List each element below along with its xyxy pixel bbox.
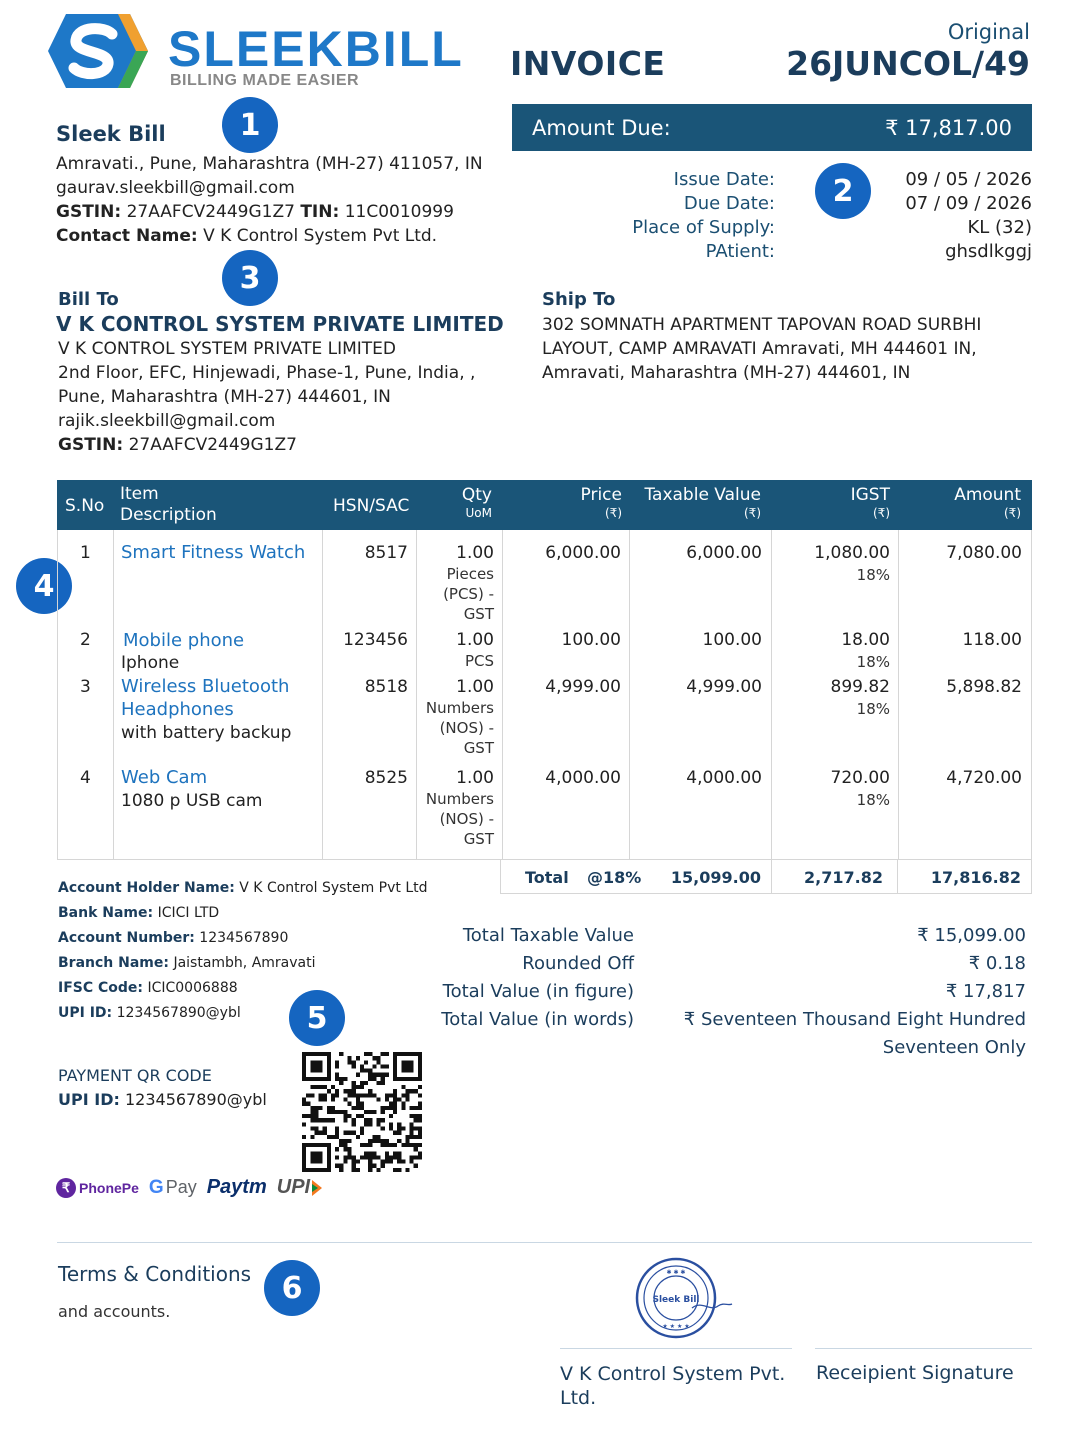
bank-name [58, 901, 428, 926]
seller-email: gaurav.sleekbill@gmail.com [56, 178, 295, 198]
payment-app-logos [56, 1176, 322, 1199]
brand-tagline: BILLING MADE EASIER [170, 72, 360, 89]
gpay-label: Pay [165, 1177, 197, 1197]
bank-label: UPI ID: [58, 1005, 113, 1021]
summary-labels [400, 922, 634, 1034]
row-igst-rate: 18% [856, 791, 890, 809]
summary-rounded-label: Rounded Off [522, 953, 634, 974]
step-badge-1: 1 [222, 97, 278, 153]
row-sno: 4 [80, 768, 91, 788]
bank-value: Jaistambh, Amravati [173, 955, 316, 971]
total-label: Total [525, 868, 569, 887]
summary-values [660, 922, 1026, 1062]
contact-name: V K Control System Pvt Ltd. [203, 226, 438, 246]
patient-label: PAtient: [705, 241, 775, 262]
company-signatory [560, 1362, 800, 1410]
bill-to-line1: V K CONTROL SYSTEM PRIVATE LIMITED [58, 339, 397, 359]
row-igst-rate: 18% [856, 566, 890, 584]
brand-wordmark: SLEEKBILL [168, 21, 464, 77]
company-signature-line [560, 1348, 792, 1349]
bank-label: Bank Name: [58, 905, 154, 921]
footer-divider [57, 1242, 1032, 1243]
payment-qr-heading: PAYMENT QR CODE [58, 1066, 212, 1085]
row-item: Smart Fitness Watch [121, 542, 306, 563]
bank-value: ICICI LTD [157, 905, 220, 921]
table-total-row [500, 860, 1032, 894]
issue-date-label: Issue Date: [673, 169, 775, 190]
row-desc: with battery backup [121, 723, 292, 743]
col-igst [797, 485, 890, 520]
gstin-label: GSTIN: [56, 202, 122, 222]
col-igst-label: IGST [850, 485, 890, 505]
ship-to-line3: Amravati, Maharashtra (MH-27) 444601, IN [542, 363, 911, 383]
invoice-meta-values [880, 168, 1032, 264]
seller-contact [56, 224, 483, 248]
seller-address: Amravati., Pune, Maharashtra (MH-27) 411057, IN [56, 154, 483, 174]
bill-to-heading: Bill To [58, 289, 119, 310]
patient-value: ghsdlkggj [945, 241, 1032, 262]
seller-name: Sleek Bill [56, 122, 166, 146]
row-price: 4,000.00 [545, 768, 621, 788]
row-price: 4,999.00 [545, 677, 621, 697]
col-amount-currency: (₹) [1004, 506, 1021, 520]
row-qty: 1.00 [456, 630, 494, 650]
document-title: INVOICE [510, 44, 666, 83]
row-qty: 1.00 [456, 677, 494, 697]
upi-logo-icon [277, 1176, 322, 1199]
step-badge-4: 4 [16, 558, 72, 614]
row-taxable: 6,000.00 [686, 543, 762, 563]
terms-body: and accounts. [58, 1302, 171, 1321]
row-uom: PCS [464, 652, 494, 670]
bill-to-email: rajik.sleekbill@gmail.com [58, 411, 276, 431]
company-stamp-icon [632, 1256, 736, 1342]
bill-to-gstin-value: 27AAFCV2449G1Z7 [128, 435, 297, 455]
bank-branch [58, 951, 428, 976]
row-item: Web Cam [121, 767, 208, 788]
stamp-text: Sleek Bill [652, 1295, 700, 1305]
step-badge-5: 5 [289, 990, 345, 1046]
row-desc: Iphone [121, 653, 180, 673]
ship-to-heading: Ship To [542, 289, 616, 310]
col-uom-label: UoM [465, 506, 492, 520]
row-igst: 899.82 [830, 677, 890, 697]
bank-account-holder [58, 876, 428, 901]
bill-to-line3: Pune, Maharashtra (MH-27) 444601, IN [58, 387, 391, 407]
row-hsn: 8525 [364, 768, 408, 788]
row-taxable: 4,000.00 [686, 768, 762, 788]
total-amount: 17,816.82 [930, 868, 1021, 887]
sleekbill-logo-icon [48, 14, 148, 88]
col-sno: S.No [65, 496, 105, 516]
col-item [120, 484, 217, 526]
bill-to-line2: 2nd Floor, EFC, Hinjewadi, Phase-1, Pune, India, , [58, 363, 476, 383]
col-qty [427, 485, 492, 520]
bill-to-name: V K CONTROL SYSTEM PRIVATE LIMITED [56, 312, 504, 336]
row-amount: 118.00 [962, 630, 1022, 650]
row-igst: 720.00 [830, 768, 890, 788]
summary-figure-label: Total Value (in figure) [442, 981, 634, 1002]
bank-upi [58, 1001, 428, 1026]
invoice-number: 26JUNCOL/49 [786, 44, 1030, 83]
svg-text:★ ★ ★ ★: ★ ★ ★ ★ [662, 1323, 690, 1330]
total-rate: @18% [587, 868, 642, 887]
row-price: 100.00 [561, 630, 621, 650]
terms-heading: Terms & Conditions [58, 1262, 252, 1286]
recipient-signature-line [815, 1348, 1032, 1349]
bank-details [58, 876, 428, 1026]
bank-value: ICIC0006888 [147, 980, 238, 996]
row-sno: 1 [80, 543, 91, 563]
summary-words-value-line2: Seventeen Only [882, 1037, 1026, 1058]
col-item-line2: Description [120, 505, 217, 525]
gpay-logo-icon [149, 1177, 197, 1199]
seller-gstin: 27AAFCV2449G1Z7 [126, 202, 295, 222]
tin-label: TIN: [300, 202, 340, 222]
col-amount-label: Amount [954, 485, 1021, 505]
recipient-signature-label: Receipient Signature [816, 1362, 1014, 1384]
company-signatory-line1: V K Control System Pvt. [560, 1363, 786, 1385]
bank-label: IFSC Code: [58, 980, 144, 996]
contact-label: Contact Name: [56, 226, 198, 246]
step-badge-2: 2 [815, 163, 871, 219]
svg-text:✱ ✱ ✱: ✱ ✱ ✱ [666, 1269, 686, 1276]
seller-tax-ids [56, 200, 483, 224]
col-hsn: HSN/SAC [333, 496, 410, 516]
row-uom: Numbers (NOS) - GST [425, 790, 494, 848]
due-date-value: 07 / 09 / 2026 [905, 193, 1032, 214]
row-sno: 2 [80, 630, 91, 650]
summary-words-value-line1: ₹ Seventeen Thousand Eight Hundred [683, 1009, 1026, 1030]
paytm-logo-icon: Paytm [206, 1176, 267, 1198]
row-hsn: 8517 [364, 543, 408, 563]
col-qty-label: Qty [461, 485, 492, 505]
phonepe-logo-icon: ₹ PhonePe [56, 1178, 139, 1198]
company-signatory-line2: Ltd. [560, 1387, 597, 1409]
qr-upi-value: 1234567890@ybl [124, 1090, 267, 1109]
row-amount: 7,080.00 [946, 543, 1022, 563]
col-taxable [632, 485, 761, 520]
bank-value: V K Control System Pvt Ltd [239, 880, 428, 896]
gpay-g: G [148, 1176, 164, 1198]
summary-taxable-label: Total Taxable Value [462, 925, 634, 946]
summary-taxable-value: ₹ 15,099.00 [917, 925, 1026, 946]
row-amount: 5,898.82 [946, 677, 1022, 697]
bank-ifsc [58, 976, 428, 1001]
qr-upi-label: UPI ID: [58, 1090, 120, 1109]
row-hsn: 123456 [343, 630, 408, 650]
col-item-line1: Item [120, 484, 159, 504]
summary-words-label: Total Value (in words) [441, 1009, 634, 1030]
upi-label: UPI [276, 1176, 311, 1198]
amount-due-label: Amount Due: [532, 115, 671, 140]
row-uom: Pieces (PCS) - GST [443, 565, 494, 623]
col-amount [907, 485, 1021, 520]
bank-account-number [58, 926, 428, 951]
items-table-header [57, 480, 1032, 530]
col-price-currency: (₹) [605, 506, 622, 520]
row-qty: 1.00 [456, 543, 494, 563]
seller-tin: 11C0010999 [344, 202, 454, 222]
col-taxable-label: Taxable Value [644, 485, 761, 505]
col-price [527, 485, 622, 520]
issue-date-value: 09 / 05 / 2026 [905, 169, 1032, 190]
row-amount: 4,720.00 [946, 768, 1022, 788]
total-taxable: 15,099.00 [670, 868, 761, 887]
due-date-label: Due Date: [683, 193, 775, 214]
copy-label: Original [947, 20, 1030, 44]
row-igst-rate: 18% [856, 700, 890, 718]
payment-qr-code-icon [302, 1052, 422, 1172]
bank-label: Account Holder Name: [58, 880, 235, 896]
items-table-body [57, 530, 1032, 860]
row-qty: 1.00 [456, 768, 494, 788]
invoice-meta-labels [560, 168, 775, 264]
place-of-supply-value: KL (32) [967, 217, 1032, 238]
row-hsn: 8518 [364, 677, 408, 697]
ship-to-line1: 302 SOMNATH APARTMENT TAPOVAN ROAD SURBHI [542, 315, 982, 335]
bank-value: 1234567890@ybl [116, 1005, 241, 1021]
col-taxable-currency: (₹) [744, 506, 761, 520]
row-item: Mobile phone [123, 630, 245, 651]
summary-figure-value: ₹ 17,817 [945, 981, 1026, 1002]
row-taxable: 4,999.00 [686, 677, 762, 697]
amount-due-value: ₹ 17,817.00 [885, 115, 1012, 140]
col-price-label: Price [580, 485, 622, 505]
ship-to-line2: LAYOUT, CAMP AMRAVATI Amravati, MH 444601 IN, [542, 339, 977, 359]
place-of-supply-label: Place of Supply: [632, 217, 775, 238]
bill-to-gstin [58, 433, 475, 457]
seller-details [56, 152, 483, 248]
row-uom: Numbers (NOS) - GST [425, 699, 494, 757]
amount-due-bar [512, 104, 1032, 151]
col-igst-currency: (₹) [873, 506, 890, 520]
ship-to-details [542, 313, 981, 385]
total-igst: 2,717.82 [804, 868, 883, 887]
phonepe-label: PhonePe [79, 1179, 139, 1196]
bill-to-details [58, 337, 475, 457]
bill-to-gstin-label: GSTIN: [58, 435, 124, 455]
bank-value: 1234567890 [199, 930, 289, 946]
step-badge-3: 3 [222, 250, 278, 306]
row-taxable: 100.00 [702, 630, 762, 650]
row-igst: 18.00 [841, 630, 890, 650]
row-sno: 3 [80, 677, 91, 697]
payment-qr-upi [58, 1090, 267, 1109]
row-price: 6,000.00 [545, 543, 621, 563]
step-badge-6: 6 [264, 1260, 320, 1316]
bank-label: Branch Name: [58, 955, 169, 971]
row-igst-rate: 18% [856, 653, 890, 671]
row-desc: 1080 p USB cam [121, 791, 263, 811]
summary-rounded-value: ₹ 0.18 [968, 953, 1026, 974]
bank-label: Account Number: [58, 930, 195, 946]
row-item: Wireless Bluetooth Headphones [121, 676, 290, 720]
row-igst: 1,080.00 [814, 543, 890, 563]
